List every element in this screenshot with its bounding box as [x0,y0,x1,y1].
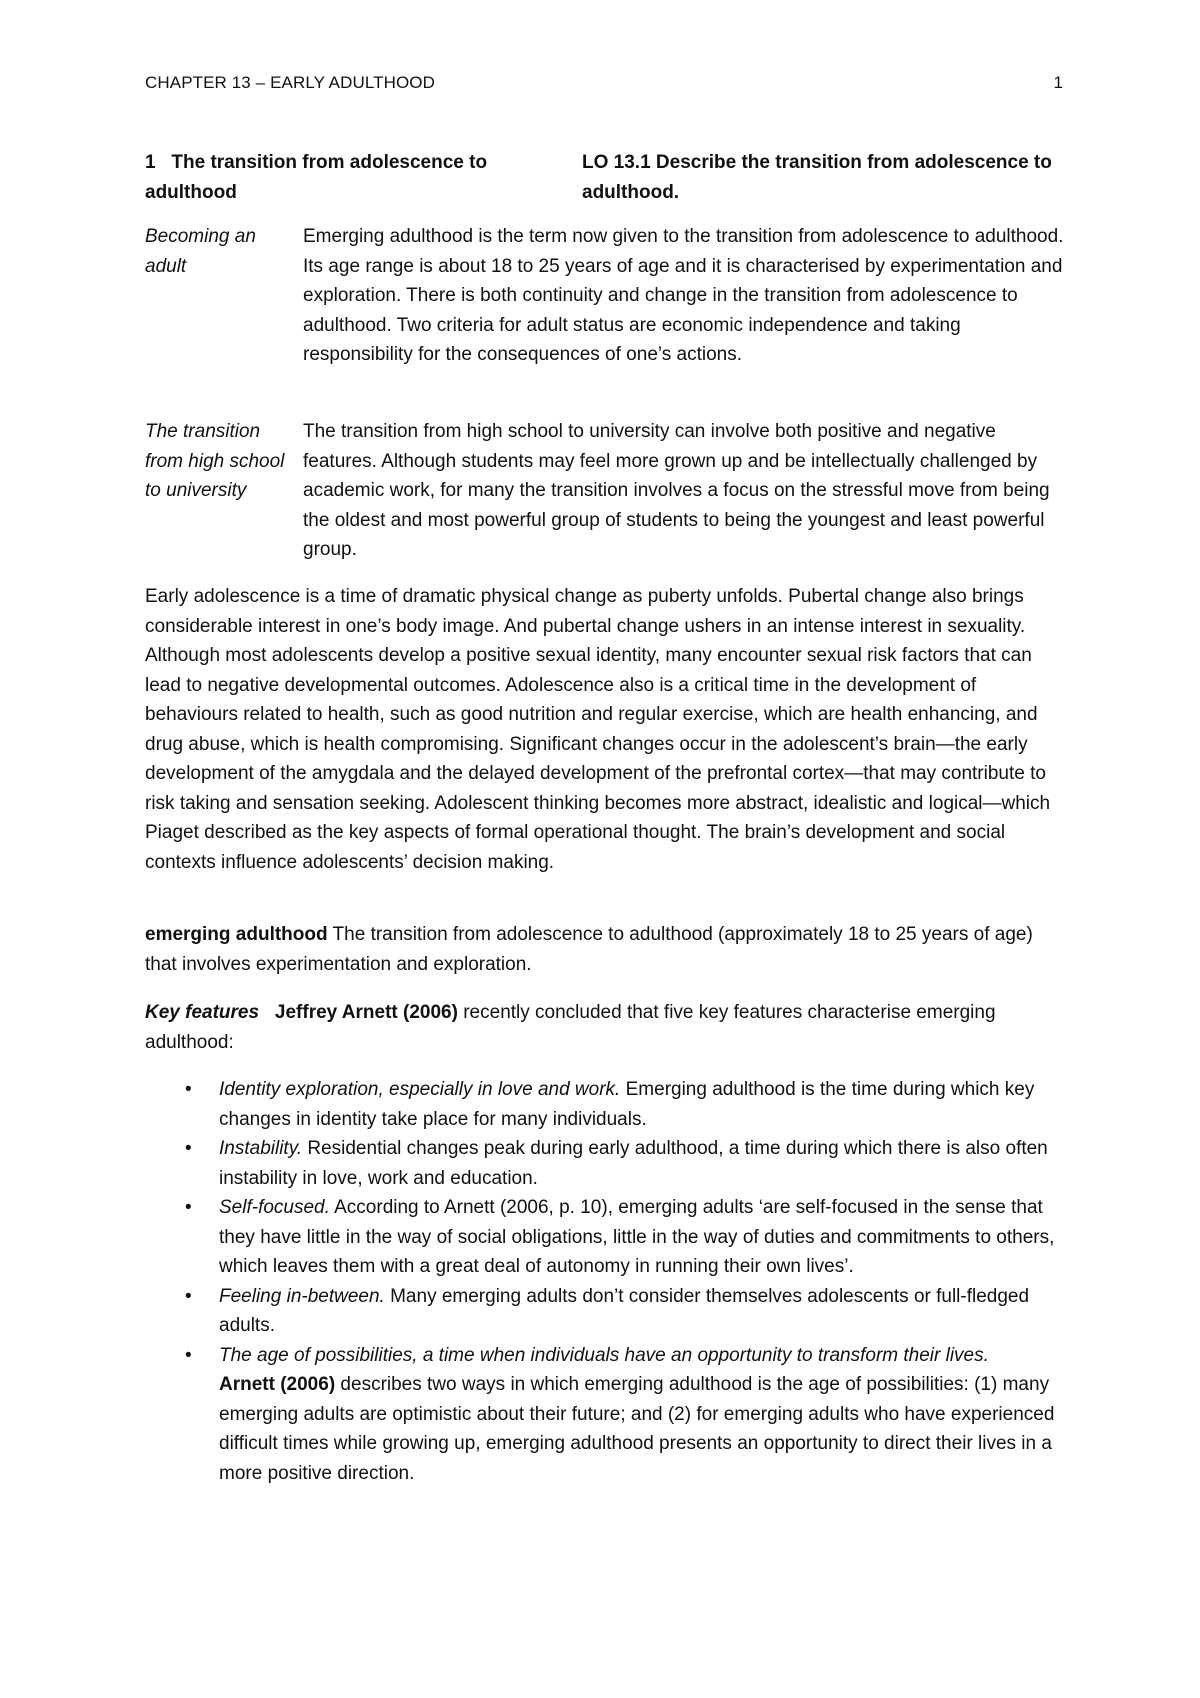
key-features-list [145,1075,1065,1488]
bullet-icon: • [185,1138,192,1159]
bullet-text: describes two ways in which emerging adulthood is the age of possibilities: (1) many emerging adults are optimistic about their future; and (2) for emerging adults who have experienced difficult times while growing up, emerging adulthood presents an opportunity to direct their lives in a more positive direction. [219,1374,1055,1484]
definition-term: emerging adulthood [145,924,328,945]
bullet-icon: • [185,1079,192,1100]
bullet-icon: • [185,1197,192,1218]
definition-paragraph [145,920,1065,979]
list-item [145,1193,1065,1282]
margin-label-transition-university: The transition from high school to university [145,421,285,501]
key-features-text: recently concluded that five key features characterise emerging adulthood: [145,1002,996,1053]
bullet-text: Emerging adulthood is the time during which key changes in identity take place for many individuals. [219,1079,1035,1130]
margin-text-transition-university: The transition from high school to university can involve both positive and negative features. Although students may feel more grown up and be intellectually challenged by academic work, for many the transition involves a focus on the stressful move from being the oldest and most powerful group of students to being the youngest and least powerful group. [303,421,1050,560]
bullet-lead: The age of possibilities, a time when individuals have an opportunity to transform their lives. [219,1344,989,1366]
key-features-label: Key features [145,1002,260,1023]
list-item [145,1282,1065,1341]
page-number: 1 [1053,73,1063,92]
margin-text-becoming-adult: Emerging adulthood is the term now given to the transition from adolescence to adulthood. Its age range is about 18 to 25 years of age and it is characterised by experimentation and exploration. There is both continuity and change in the transition from adolescence to adulthood. Two criteria for adult status are economic independence and taking responsibility for the consequences of one’s actions. [303,226,1064,365]
bullet-icon: • [185,1285,192,1307]
bullet-author: Arnett (2006) [219,1374,336,1395]
bullet-text: Residential changes peak during early adulthood, a time during which there is also often instability in love, work and education. [219,1138,1048,1189]
bullet-lead: Feeling in-between. [219,1285,385,1307]
bullet-icon: • [185,1344,192,1366]
key-features-intro [145,998,1065,1057]
bullet-text: Many emerging adults don’t consider themselves adolescents or full-fledged adults. [219,1285,1030,1336]
bullet-lead: Identity exploration, especially in love and work. [219,1079,621,1100]
adolescence-paragraph: Early adolescence is a time of dramatic physical change as puberty unfolds. Pubertal change also brings considerable interest in one’s body image. And pubertal change ushers in an intense interest in sexuality. Although most adolescents develop a positive sexual identity, many encounter sexual risk factors that can lead to negative developmental outcomes. Adolescence also is a critical time in the development of behaviours related to health, such as good nutrition and regular exercise, which are health enhancing, and drug abuse, which is health compromising. Significant changes occur in the adolescent’s brain—the early development of the amygdala and the delayed development of the prefrontal cortex—that may contribute to risk taking and sensation seeking. Adolescent thinking becomes more abstract, idealistic and logical—which Piaget described as the key aspects of formal operational thought. The brain’s development and social contexts influence adolescents’ decision making. [145,586,1051,873]
learning-objective: LO 13.1 Describe the transition from adolescence to adulthood. [582,152,1052,203]
section-heading: 1 The transition from adolescence to adulthood [145,152,493,203]
key-features-author: Jeffrey Arnett (2006) [274,1002,458,1023]
list-item [145,1134,1065,1193]
running-header: CHAPTER 13 – EARLY ADULTHOOD [145,73,435,92]
bullet-text: According to Arnett (2006, p. 10), emerging adults ‘are self-focused in the sense that they have little in the way of social obligations, little in the way of duties and commitments to others, which leaves them with a great deal of autonomy in running their own lives’. [219,1197,1055,1277]
bullet-lead: Self-focused. [219,1197,330,1218]
list-item [145,1341,1065,1489]
margin-label-becoming-adult: Becoming an adult [145,226,256,277]
list-item [145,1075,1065,1134]
definition-text: The transition from adolescence to adulthood (approximately 18 to 25 years of age) that involves experimentation and exploration. [145,924,1033,975]
bullet-lead: Instability. [219,1138,303,1159]
